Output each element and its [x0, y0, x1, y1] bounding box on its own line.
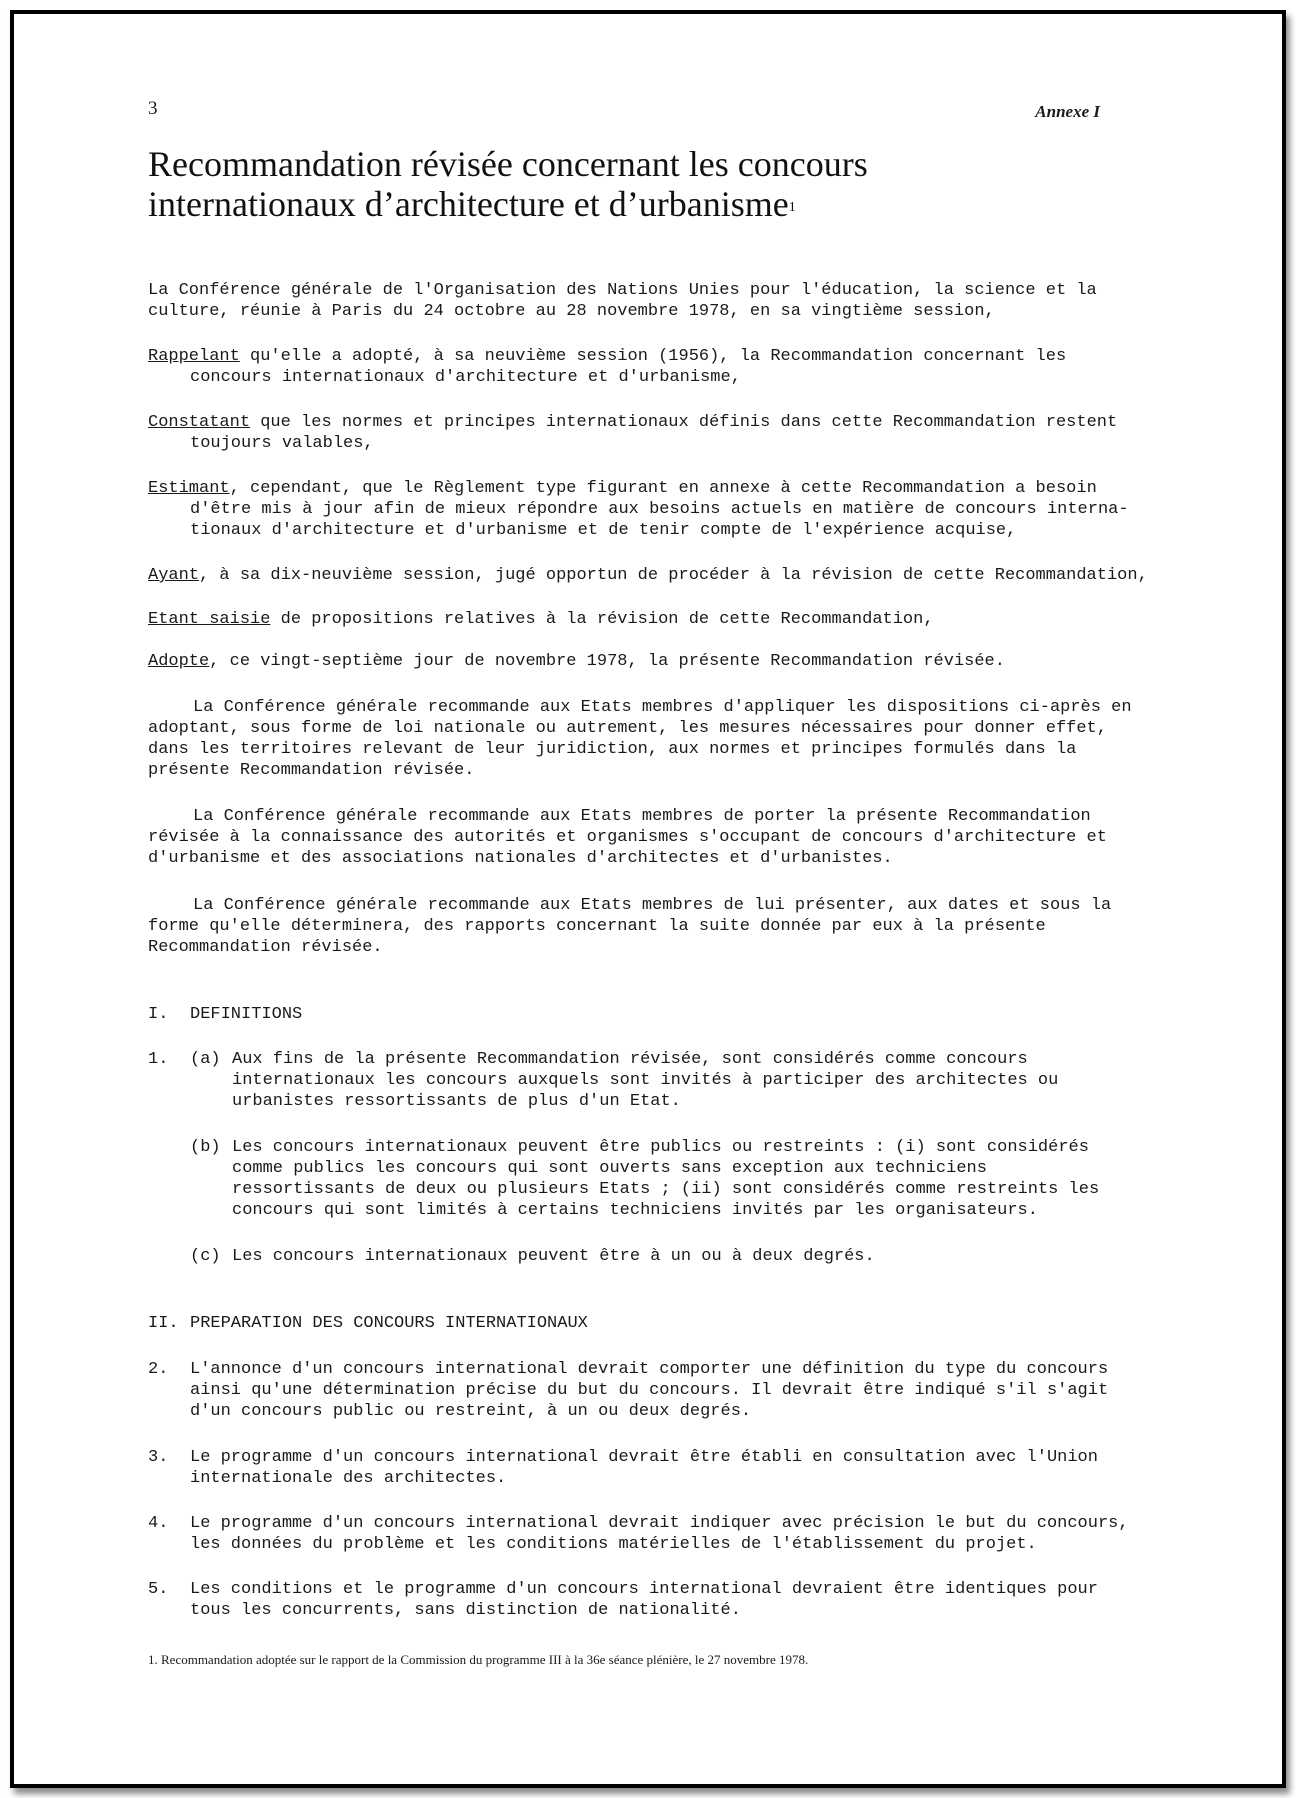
preamble-rappelant [148, 346, 1138, 388]
section-number: II. [148, 1314, 179, 1333]
recommendation-paragraph-1: La Conférence générale recommande aux Etats membres d'appliquer les dispositions ci-après en adoptant, sous forme de loi nationale ou autrement, les mesures nécessaires pour donner effet, dans les territoires relevant de leur juridiction, aux normes et principes formulés dans la présente Recommandation révisée. [148, 698, 1132, 780]
item-text: Le programme d'un concours international devrait être établi en consultation avec l'Union internationale des architectes. [190, 1448, 1098, 1488]
footnote: 1. Recommandation adoptée sur le rapport de la Commission du programme III à la 36e séance plénière, le 27 novembre 1978. [148, 1652, 809, 1667]
item-text: L'annonce d'un concours international devrait comporter une définition du type du concours ainsi qu'une détermination précise du but du concours. Il devrait être indiqué s'il s'agit d'un concours public ou restreint, à un ou deux degrés. [190, 1360, 1109, 1421]
item-text: Les concours internationaux peuvent être publics ou restreints : (i) sont considérés comme publics les concours qui sont ouverts sans exception aux techniciens ressortissants de deux ou plusieurs Etats ; (ii) sont considérés comme restreints les concours qui sont limités à certains techniciens invités par les organisateurs. [232, 1138, 1100, 1220]
footnote-ref: 1 [788, 200, 796, 215]
section-number: I. [148, 1005, 169, 1024]
annex-label: Annexe I [1035, 102, 1100, 121]
item-number: 1. [148, 1050, 169, 1069]
keyword-rappelant: Rappelant [148, 347, 240, 366]
keyword-adopte: Adopte [148, 652, 210, 671]
section-title: DEFINITIONS [190, 1005, 303, 1024]
section-title: PREPARATION DES CONCOURS INTERNATIONAUX [190, 1314, 588, 1333]
keyword-estimant: Estimant [148, 479, 230, 498]
preamble-constatant [148, 412, 1138, 454]
sub-item-label: (c) [190, 1247, 221, 1266]
preamble-text-cont: toujours valables, [190, 434, 374, 453]
preamble-text-cont: d'être mis à jour afin de mieux répondre aux besoins actuels en matière de concours interna- [190, 500, 1129, 519]
list-item [148, 1513, 1138, 1555]
preamble-text: , ce vingt-septième jour de novembre 1978, la présente Recommandation révisée. [209, 652, 1005, 671]
preamble-text: , à sa dix-neuvième session, jugé opportun de procéder à la révision de cette Recommandation, [199, 566, 1148, 585]
sub-item-label: (a) [190, 1050, 221, 1069]
item-number: 5. [148, 1580, 169, 1599]
definition-item-1b [148, 1137, 1138, 1221]
preamble-estimant [148, 478, 1138, 541]
item-number: 4. [148, 1514, 169, 1533]
keyword-etant-saisie: Etant saisie [148, 610, 271, 629]
preamble-text-cont: concours internationaux d'architecture et d'urbanisme, [190, 368, 741, 387]
recommendation-paragraph-3: La Conférence générale recommande aux Etats membres de lui présenter, aux dates et sous la forme qu'elle déterminera, des rapports concernant la suite donnée par eux à la présente Recommandation révisée. [148, 896, 1112, 957]
preamble-text: qu'elle a adopté, à sa neuvième session (1956), la Recommandation concernant les [239, 347, 1067, 366]
keyword-ayant: Ayant [148, 566, 200, 585]
page-title [148, 144, 1148, 224]
item-text: Les conditions et le programme d'un concours international devraient être identiques pour tous les concurrents, sans distinction de nationalité. [190, 1580, 1098, 1620]
preamble-text: de propositions relatives à la révision de cette Recommandation, [270, 610, 934, 629]
definition-item-1a [148, 1049, 1138, 1112]
recommendation-paragraph-2: La Conférence générale recommande aux Etats membres de porter la présente Recommandation révisée à la connaissance des autorités et organismes s'occupant de concours d'architecture et d'urbanisme et des associations nationales d'architectes et d'urbanistes. [148, 807, 1107, 868]
preamble-etant-saisie [148, 609, 1138, 630]
preamble-text-cont: tionaux d'architecture et d'urbanisme et de tenir compte de l'expérience acquise, [190, 521, 1017, 540]
section-heading-preparation [148, 1313, 1138, 1335]
section-heading-definitions [148, 1004, 1138, 1026]
preamble-intro: La Conférence générale de l'Organisation des Nations Unies pour l'éducation, la science et la culture, réunie à Paris du 24 octobre au 28 novembre 1978, en sa vingtième session, [148, 281, 1097, 321]
list-item [148, 1579, 1138, 1621]
list-item [148, 1447, 1138, 1489]
preamble-text: que les normes et principes internationaux définis dans cette Recommandation restent [250, 413, 1118, 432]
item-number: 2. [148, 1360, 169, 1379]
title-line-1: Recommandation révisée concernant les concours [148, 144, 868, 184]
preamble-ayant [148, 565, 1148, 586]
list-item [148, 1359, 1138, 1422]
definition-item-1c [148, 1246, 1138, 1267]
page-number: 3 [148, 98, 158, 119]
preamble-text: , cependant, que le Règlement type figurant en annexe à cette Recommandation a besoin [229, 479, 1097, 498]
item-text: Le programme d'un concours international devrait indiquer avec précision le but du concours, les données du problème et les conditions matérielles de l'établissement du projet. [190, 1514, 1129, 1554]
preamble-adopte [148, 651, 1138, 672]
item-text: Aux fins de la présente Recommandation révisée, sont considérés comme concours internationaux les concours auxquels sont invités à participer des architectes ou urbanistes ressortissants de plus d'un Etat. [232, 1050, 1059, 1111]
item-number: 3. [148, 1448, 169, 1467]
item-text: Les concours internationaux peuvent être à un ou à deux degrés. [232, 1247, 875, 1266]
keyword-constatant: Constatant [148, 413, 251, 432]
title-line-2: internationaux d’architecture et d’urbanisme [148, 184, 789, 224]
sub-item-label: (b) [190, 1138, 221, 1157]
